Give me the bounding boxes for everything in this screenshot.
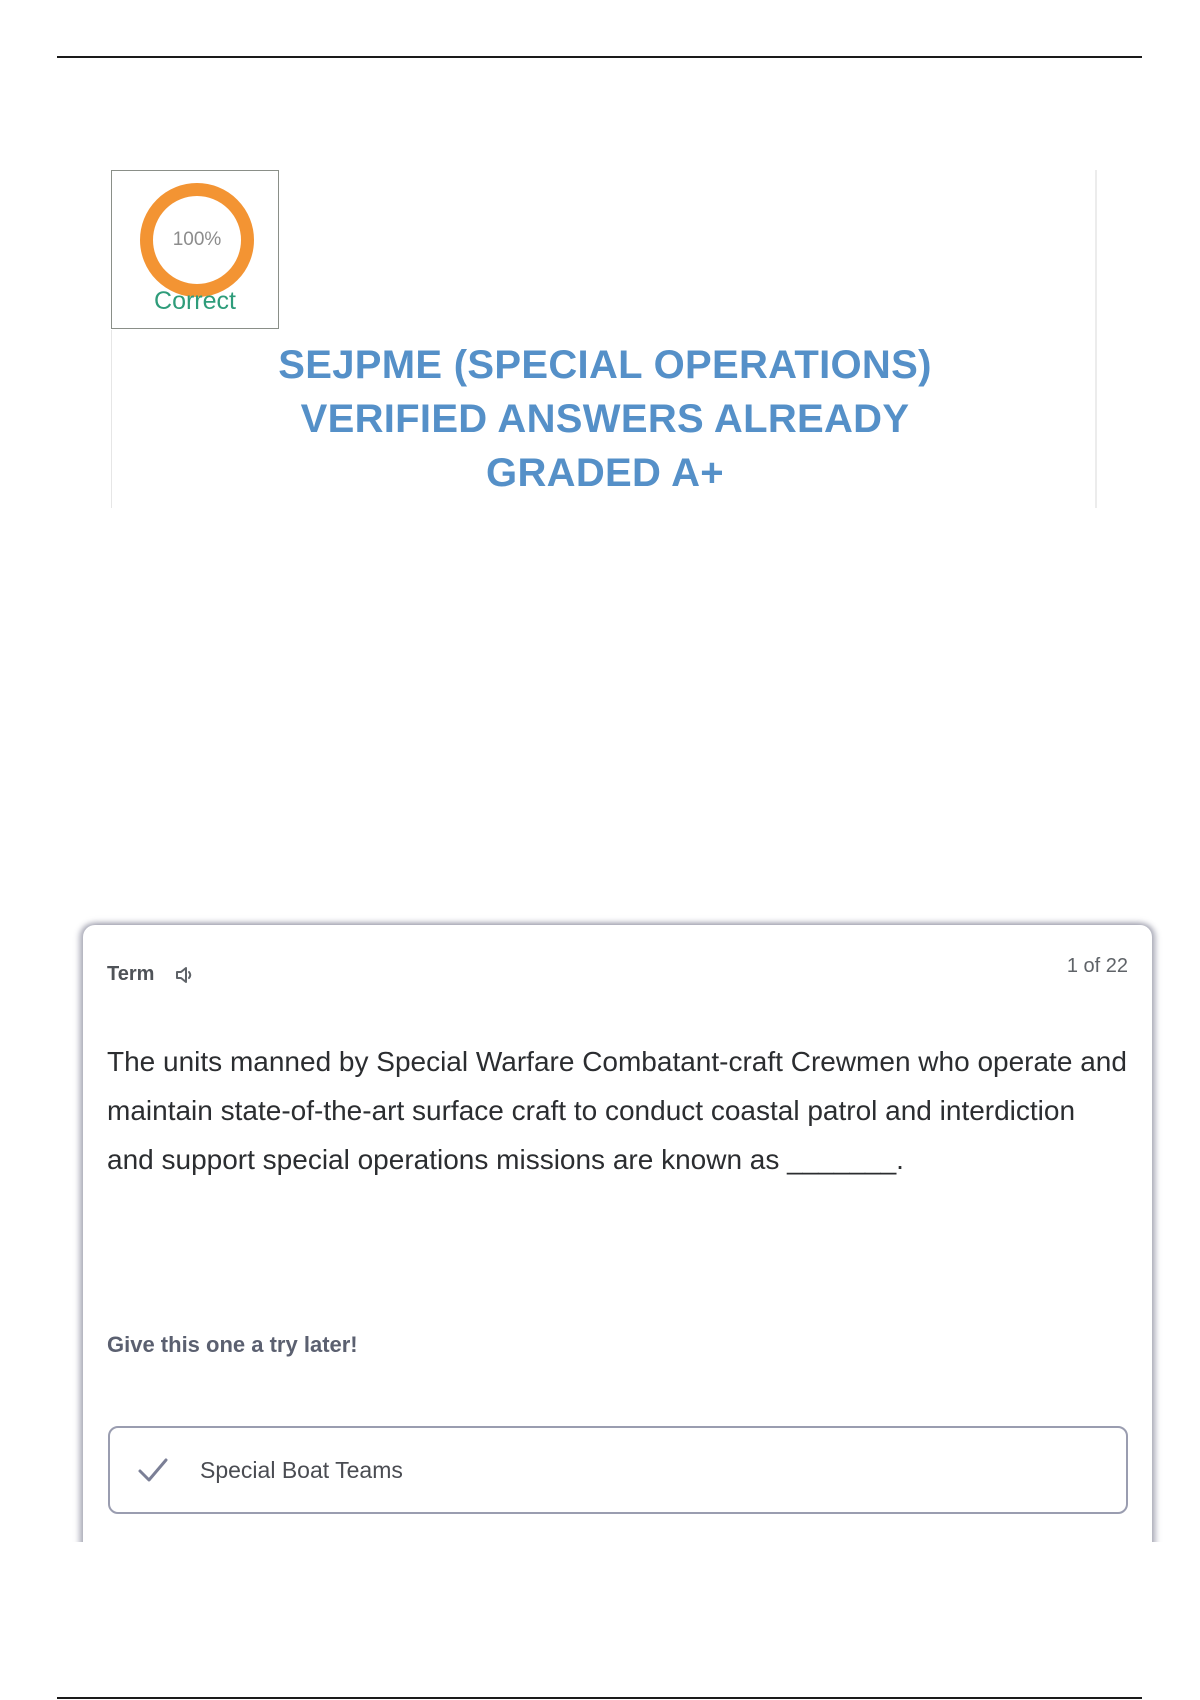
top-rule [57, 56, 1142, 58]
answer-text: Special Boat Teams [200, 1456, 403, 1483]
bottom-rule [57, 1697, 1142, 1699]
cover-border-left [111, 330, 112, 508]
answer-option[interactable] [108, 1426, 1128, 1514]
title-line-1: SEJPME (SPECIAL OPERATIONS) [278, 343, 932, 387]
speaker-icon[interactable] [174, 965, 196, 985]
score-percent: 100% [172, 229, 222, 250]
side-label: Term [107, 963, 155, 985]
document-title [150, 338, 1060, 500]
title-line-2: VERIFIED ANSWERS ALREADY [300, 397, 910, 441]
page-bottom-area [0, 1542, 1200, 1692]
score-ring-icon [140, 183, 254, 297]
question-text: The units manned by Special Warfare Combatant-craft Crewmen who operate and maintain state-of-the-art surface craft to conduct coastal patrol and interdiction and support special operations missions are known as _______. [107, 1046, 1127, 1175]
hint-text: Give this one a try later! [107, 1332, 358, 1357]
checkmark-icon [136, 1453, 170, 1487]
title-line-3: GRADED A+ [486, 451, 724, 495]
flashcard [83, 925, 1152, 1565]
card-side-header [107, 963, 196, 986]
score-badge [111, 170, 279, 329]
score-label: Correct [154, 287, 236, 315]
card-counter: 1 of 22 [1066, 955, 1128, 977]
cover-border-right [1095, 170, 1097, 508]
